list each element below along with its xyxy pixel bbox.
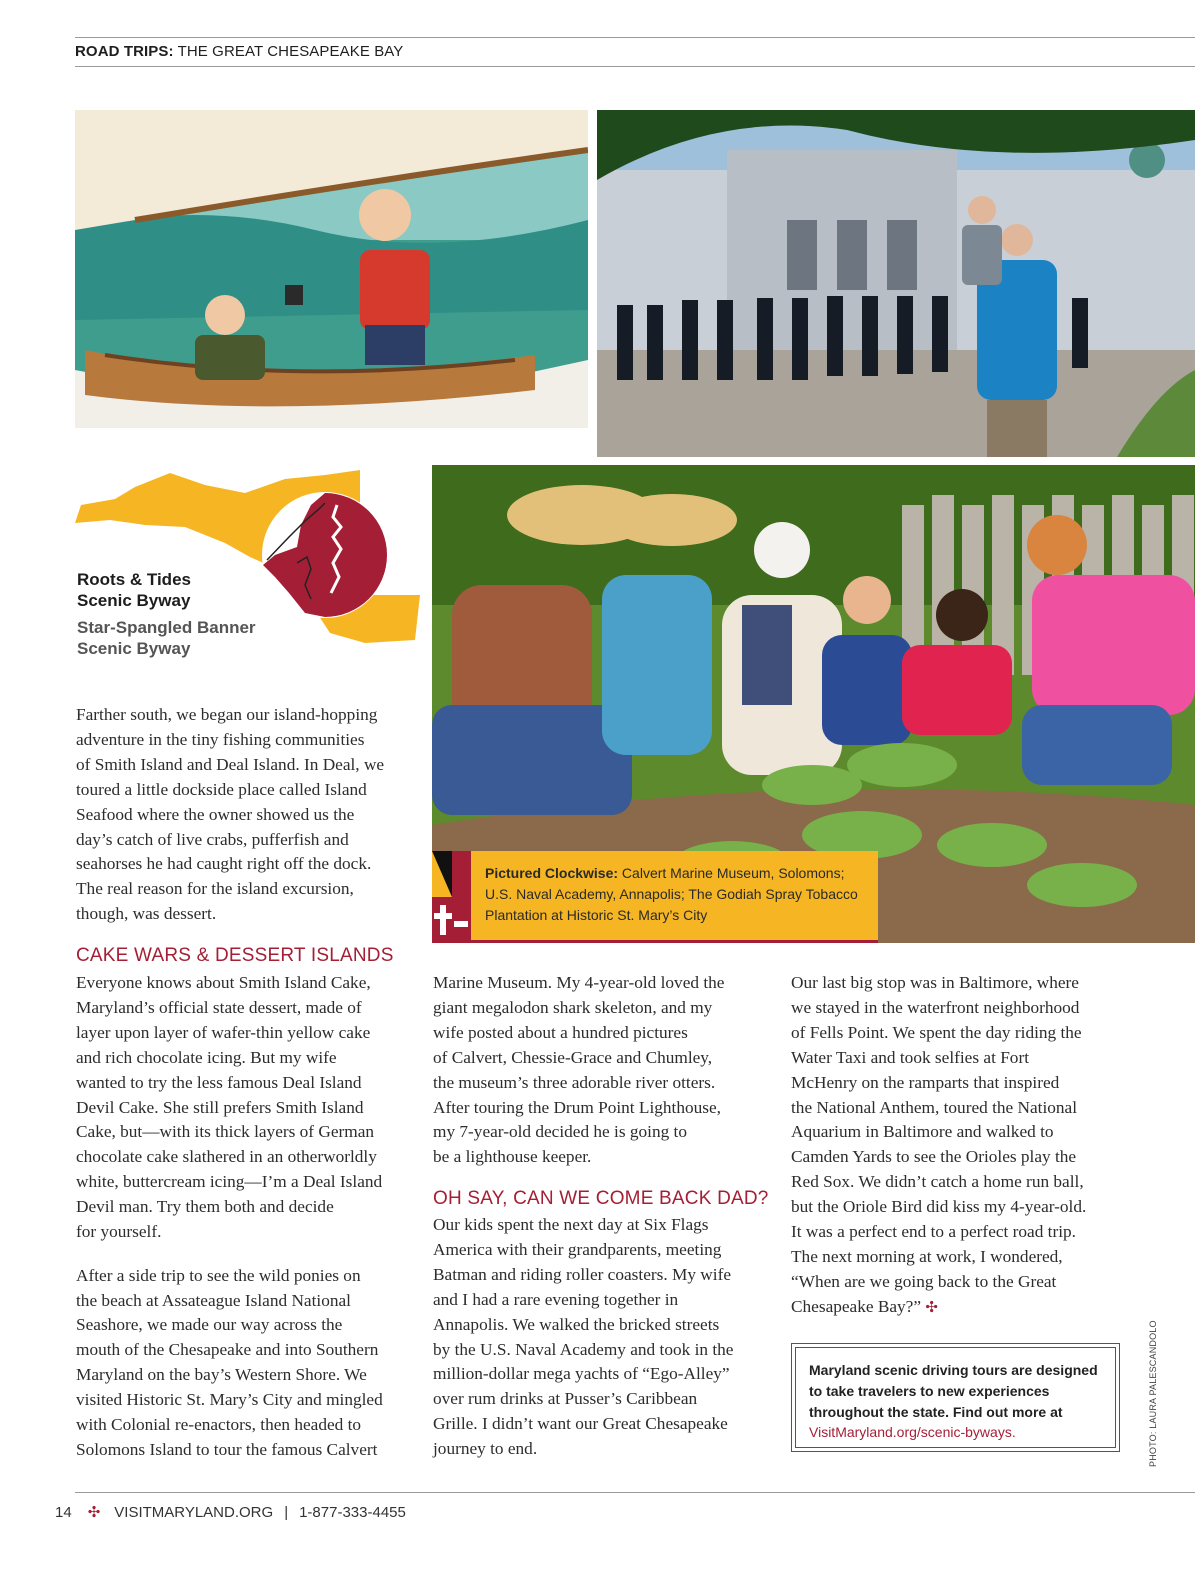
- column-3-body: [791, 971, 1086, 1321]
- footer-website-link[interactable]: VISITMARYLAND.ORG: [114, 1503, 274, 1521]
- oh-say-heading: OH SAY, CAN WE COME BACK DAD?: [433, 1188, 769, 1209]
- photo-naval-academy: [597, 110, 1195, 457]
- star-label-line1: Star-Spangled Banner: [77, 618, 256, 637]
- caption-line2: U.S. Naval Academy, Annapolis; The Godiah Spray Tobacco: [485, 885, 858, 902]
- photo-calvert-marine-museum: [75, 110, 588, 428]
- baltimore-paragraph-text: Our last big stop was in Baltimore, where we stayed in the waterfront neighborhood of Fells Point. We spent the day riding the Water Taxi and took selfies at Fort McHenry on the ramparts that inspired the National Anthem, toured the National Aquarium in Baltimore and walked to Camden Yards to see the Orioles play the Red Sox. We didn’t catch a home run ball, but the Oriole Bird did kiss my 4-year-old. It was a perfect end to a perfect road trip. The next morning at work, I wondered, “When are we going back to the Great Chesapeake Bay?”: [791, 973, 1087, 1316]
- roots-label-line2: Scenic Byway: [77, 591, 191, 610]
- caption-rule: [432, 940, 878, 943]
- roots-and-tides-label: [77, 569, 191, 611]
- promo-line1: Maryland scenic driving tours are designed: [809, 1362, 1098, 1378]
- scenic-byway-map: [75, 465, 425, 665]
- photo-caption: [471, 851, 878, 940]
- end-ornament-icon: ✣: [925, 1299, 938, 1316]
- column-2-body: [433, 971, 724, 1170]
- header-top-rule: [75, 37, 1195, 38]
- scenic-tours-promo-box: [791, 1343, 1120, 1452]
- promo-line2: to take travelers to new experiences: [809, 1382, 1050, 1399]
- star-label-line2: Scenic Byway: [77, 639, 191, 658]
- scenic-byways-link[interactable]: VisitMaryland.org/scenic-byways.: [809, 1424, 1016, 1441]
- footer-ornament-icon: ✣: [87, 1504, 101, 1521]
- marine-museum-paragraph: Marine Museum. My 4-year-old loved the giant megalodon shark skeleton, and my wife posted about a hundred pictures of Calvert, Chessie-Grace and Chumley, the museum’s three adorable river otters. After touring the Drum Point Lighthouse, my 7-year-old decided he is going to be a lighthouse keeper.: [433, 973, 725, 1167]
- running-head-section: ROAD TRIPS:: [75, 43, 174, 60]
- six-flags-paragraph: Our kids spent the next day at Six Flags America with their grandparents, meeting Batman and riding roller coasters. My wife and I had a rare evening together in Annapolis. We walked the bricked streets by the U.S. Naval Academy and took in the million-dollar mega yachts of “Ego-Alley” over rum drinks at Pusser’s Caribbean Grille. I didn’t want our Great Chesapeake journey to end.: [433, 1215, 734, 1459]
- roots-label-line1: Roots & Tides: [77, 570, 191, 589]
- caption-line1-text: Calvert Marine Museum, Solomons;: [618, 865, 845, 881]
- assateague-paragraph: After a side trip to see the wild ponies on the beach at Assateague Island National Seashore, we made our way across the mouth of the Chesapeake and into Southern Maryland on the bay’s Western Shore. We visited Historic St. Mary’s City and mingled with Colonial re-enactors, then headed to Solomons Island to tour the famous Calvert: [76, 1265, 383, 1459]
- footer-rule: [75, 1492, 1195, 1493]
- header-bottom-rule: [75, 66, 1195, 67]
- maryland-flag-icon: [432, 851, 472, 943]
- promo-inner: [795, 1347, 1116, 1448]
- intro-paragraph: [76, 703, 384, 927]
- running-head-title: THE GREAT CHESAPEAKE BAY: [177, 43, 404, 60]
- footer-phone: 1-877-333-4455: [299, 1503, 406, 1521]
- cake-wars-paragraph: Everyone knows about Smith Island Cake, Maryland’s official state dessert, made of layer upon layer of wafer-thin yellow cake and rich chocolate icing. But my wife wanted to try the less famous Deal Island Devil Cake. She still prefers Smith Island Cake, but—with its thick layers of German chocolate cake slathered in an otherworldly white, buttercream icing—I’m a Deal Island Devil man. Try them both and decide for yourself.: [76, 973, 383, 1242]
- photo-credit: PHOTO: LAURA PALESCANDOLO: [1148, 1320, 1158, 1467]
- star-spangled-banner-label: [77, 617, 256, 659]
- caption-line1: [485, 863, 864, 884]
- footer-separator: |: [284, 1503, 289, 1521]
- promo-line3: throughout the state. Find out more at: [809, 1403, 1063, 1420]
- column-1-body: [76, 971, 383, 1463]
- page-footer: [55, 1503, 406, 1521]
- cake-wars-heading: CAKE WARS & DESSERT ISLANDS: [76, 945, 394, 966]
- intro-paragraph-text: Farther south, we began our island-hopping adventure in the tiny fishing communities of Smith Island and Deal Island. In Deal, we toured a little dockside place called Island Seafood where the owner showed us the day’s catch of live crabs, pufferfish and seahorses he had caught right off the dock. The real reason for the island excursion, though, was dessert.: [76, 705, 385, 924]
- running-head: [75, 43, 403, 60]
- caption-lead: Pictured Clockwise:: [485, 865, 619, 881]
- baltimore-paragraph: [791, 971, 1086, 1321]
- column-2-body-continued: [433, 1213, 733, 1462]
- caption-line3: Plantation at Historic St. Mary’s City: [485, 906, 708, 923]
- page-number: 14: [55, 1503, 72, 1521]
